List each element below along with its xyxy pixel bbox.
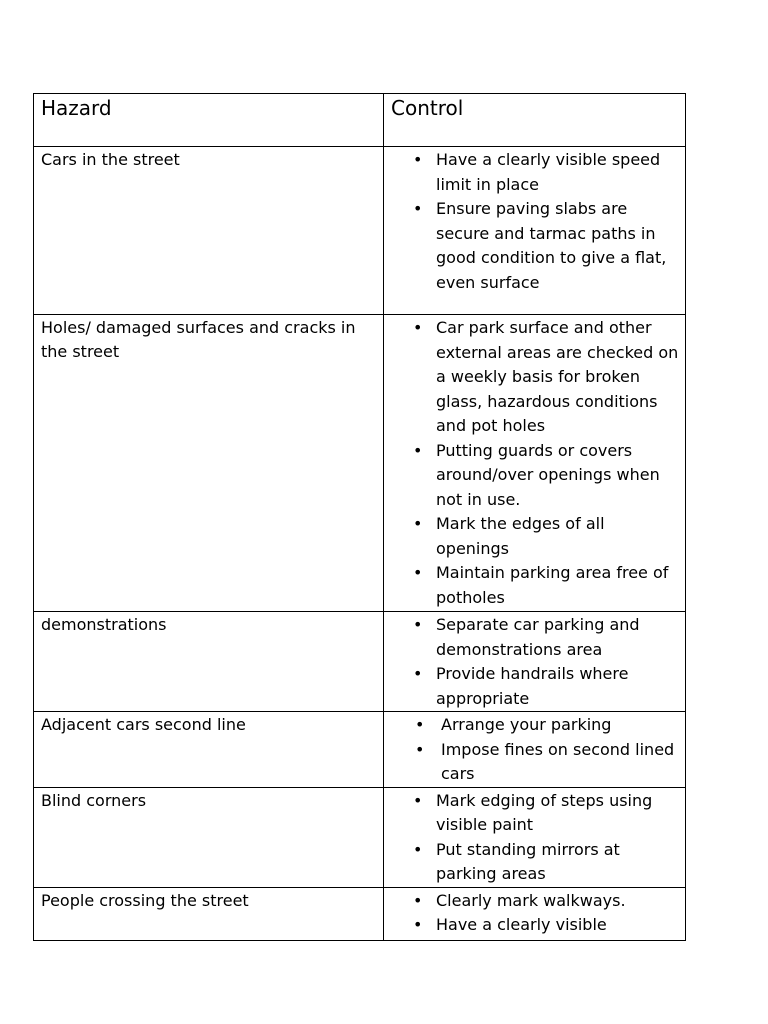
control-cell <box>384 787 686 887</box>
table-row <box>34 612 686 712</box>
hazard-cell: Adjacent cars second line <box>34 712 384 788</box>
control-item: • Have a clearly visible <box>436 913 681 938</box>
table-row <box>34 315 686 612</box>
control-cell <box>384 887 686 940</box>
table-row <box>34 147 686 315</box>
control-item: • Maintain parking area free of potholes <box>436 561 681 610</box>
control-list <box>384 316 681 610</box>
control-list <box>384 613 681 711</box>
control-item: • Car park surface and other external areas are checked on a weekly basis for broken glass, hazardous conditions and pot holes <box>436 316 681 439</box>
table-header-row <box>34 94 686 147</box>
control-cell <box>384 315 686 612</box>
control-list <box>384 713 681 787</box>
control-list <box>384 148 681 295</box>
control-cell <box>384 147 686 315</box>
control-item: • Have a clearly visible speed limit in place <box>436 148 681 197</box>
control-item: • Mark the edges of all openings <box>436 512 681 561</box>
table-row <box>34 787 686 887</box>
hazard-cell: demonstrations <box>34 612 384 712</box>
control-item: • Mark edging of steps using visible paint <box>436 789 681 838</box>
control-item: • Ensure paving slabs are secure and tarmac paths in good condition to give a flat, even surface <box>436 197 681 295</box>
control-item: • Arrange your parking <box>441 713 681 738</box>
hazard-control-table <box>33 93 686 941</box>
control-item: • Clearly mark walkways. <box>436 889 681 914</box>
table-row <box>34 712 686 788</box>
control-cell <box>384 612 686 712</box>
control-cell <box>384 712 686 788</box>
hazard-cell: Holes/ damaged surfaces and cracks in the street <box>34 315 384 612</box>
control-item: • Provide handrails where appropriate <box>436 662 681 711</box>
control-list <box>384 789 681 887</box>
control-item: • Separate car parking and demonstrations area <box>436 613 681 662</box>
control-list <box>384 889 681 938</box>
hazard-column-header: Hazard <box>34 94 384 147</box>
control-item: • Impose fines on second lined cars <box>441 738 681 787</box>
table-row <box>34 887 686 940</box>
hazard-cell: People crossing the street <box>34 887 384 940</box>
control-item: • Put standing mirrors at parking areas <box>436 838 681 887</box>
hazard-cell: Blind corners <box>34 787 384 887</box>
control-column-header: Control <box>384 94 686 147</box>
control-item: • Putting guards or covers around/over openings when not in use. <box>436 439 681 513</box>
hazard-cell: Cars in the street <box>34 147 384 315</box>
hazard-control-table-wrapper <box>33 93 685 941</box>
